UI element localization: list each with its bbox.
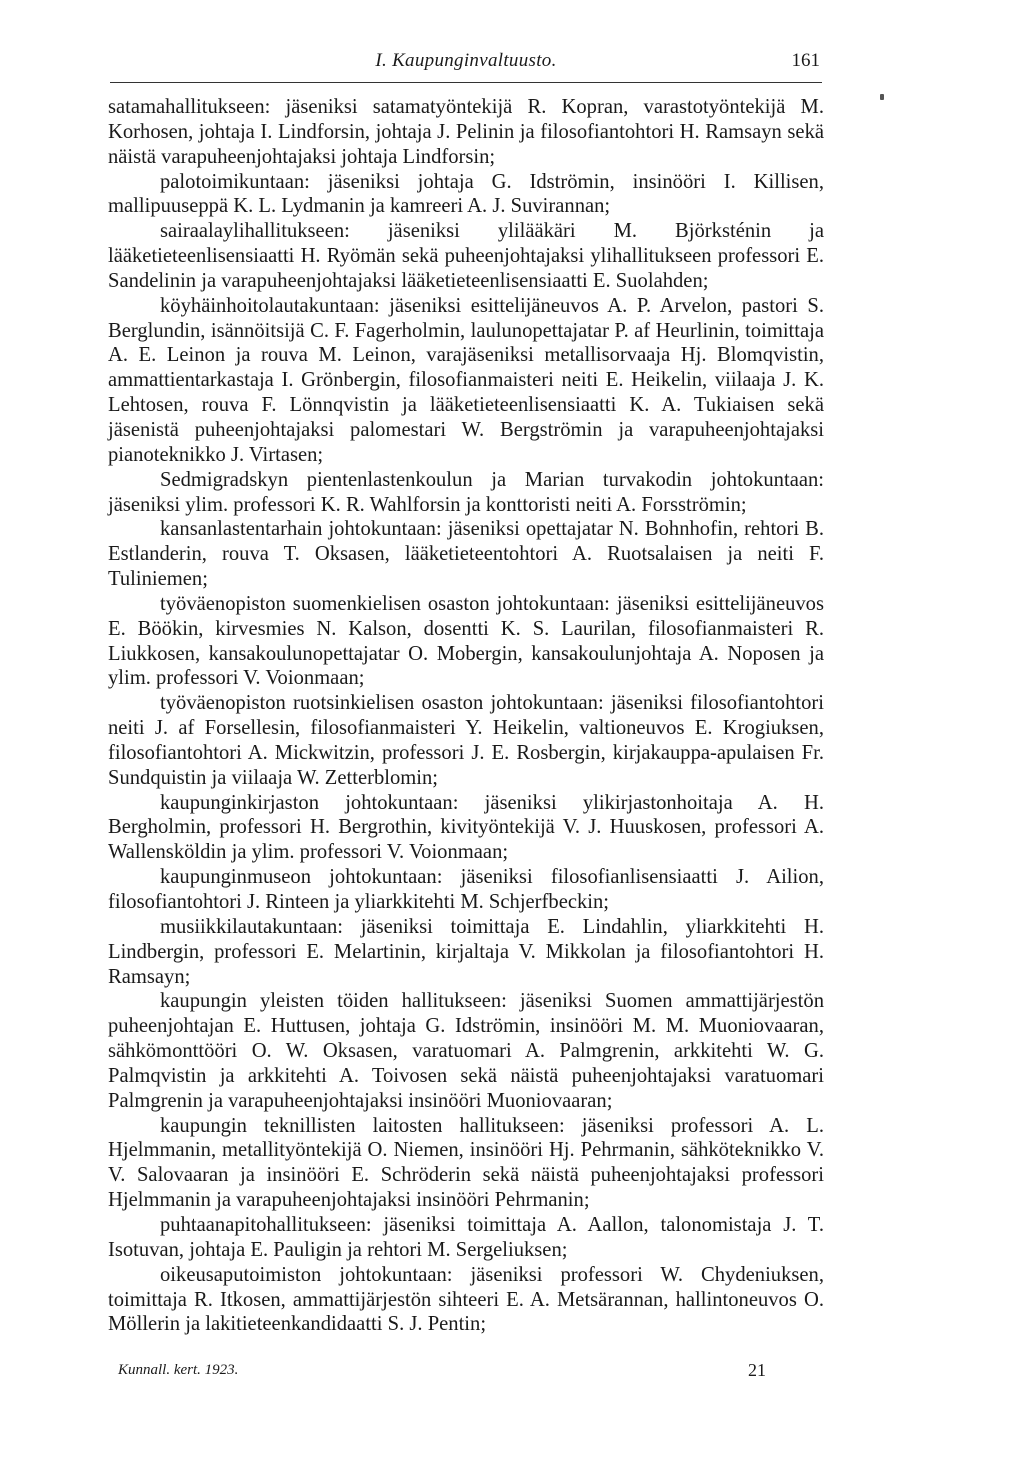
paragraph: köyhäinhoitolautakuntaan: jäseniksi esittelijäneuvos A. P. Arvelon, pastori S. Berglundin, isännöitsijä C. F. Fagerholmin, laulunopettajatar P. af Heurlinin, toimittaja A. E. Leinon ja rouva M. Leinon, varajäseniksi metallisorvaaja Hj. Blomqvistin, ammattientarkastaja I. Grönbergin, filosofianmaisteri neiti E. Heikelin, viilaaja J. K. Lehtosen, rouva F. Lönnqvistin ja lääketieteenlisensiaatti K. A. Tukiaisen sekä jäsenistä puheenjohtajaksi palomestari W. Bergströmin ja varapuheenjohtajaksi pianoteknikko J. Virtasen; xyxy=(108,294,824,466)
paragraph: musiikkilautakuntaan: jäseniksi toimittaja E. Lindahlin, yliarkkitehti H. Lindbergin, professori E. Melartinin, kirjaltaja V. Mikkolan ja filosofiantohtori H. Ramsayn; xyxy=(108,915,824,988)
paragraph: palotoimikuntaan: jäseniksi johtaja G. Idströmin, insinööri I. Killisen, mallipuuseppä K. L. Lydmanin ja kamreeri A. J. Suvirannan; xyxy=(108,170,824,218)
running-title: I. Kaupunginvaltuusto. xyxy=(375,50,557,71)
paragraph: oikeusaputoimiston johtokuntaan: jäseniksi professori W. Chydeniuksen, toimittaja R. Itkosen, ammattijärjestön sihteeri E. A. Metsärannan, hallintoneuvos O. Möllerin ja lakitieteenkandidaatti S. J. Pentin; xyxy=(108,1263,824,1336)
margin-mark xyxy=(880,94,884,100)
paragraph: puhtaanapitohallitukseen: jäseniksi toimittaja A. Aallon, talonomistaja J. T. Isotuvan, johtaja E. Pauligin ja rehtori M. Sergeliuksen; xyxy=(108,1213,824,1261)
paragraph: työväenopiston suomenkielisen osaston johtokuntaan: jäseniksi esittelijäneuvos E. Böökin, kirvesmies N. Kalson, dosentti K. S. Laurilan, filosofianmaisteri R. Liukkosen, kansakoulunopettajatar O. Mobergin, kansakoulunjohtaja A. Noposen ja ylim. professori V. Voionmaan; xyxy=(108,592,824,690)
paragraph: Sedmigradskyn pientenlastenkoulun ja Marian turvakodin johtokuntaan: jäseniksi ylim. professori K. R. Wahlforsin ja konttoristi neiti A. Forsströmin; xyxy=(108,468,824,516)
paragraph: kaupungin teknillisten laitosten hallitukseen: jäseniksi professori A. L. Hjelmmanin, metallityöntekijä O. Niemen, insinööri Hj. Pehrmanin, sähköteknikko V. V. Salovaaran ja insinööri E. Schröderin sekä näistä puheenjohtajaksi professori Hjelmmanin ja varapuheenjohtajaksi insinööri Pehrmanin; xyxy=(108,1114,824,1212)
page-number: 161 xyxy=(791,50,820,71)
footer-source: Kunnall. kert. 1923. xyxy=(118,1362,239,1378)
body-text xyxy=(108,95,824,1337)
paragraph: kaupungin yleisten töiden hallitukseen: jäseniksi Suomen ammattijärjestön puheenjohtajan E. Huttusen, johtaja G. Idströmin, insinööri M. M. Muoniovaaran, sähkömonttööri O. W. Oksasen, varatuomari A. Palmgrenin, arkkitehti W. G. Palmqvistin ja arkkitehti A. Toivosen sekä näistä puheenjohtajaksi varatuomari Palmgrenin ja varapuheenjohtajaksi insinööri Muoniovaaran; xyxy=(108,990,824,1112)
paragraph: sairaalaylihallitukseen: jäseniksi ylilääkäri M. Björksténin ja lääketieteenlisensiaatti H. Ryömän sekä puheenjohtajaksi ylihallitukseen professori E. Sandelinin ja varapuheenjohtajaksi lääketieteenlisensiaatti E. Suolahden; xyxy=(108,220,824,292)
page-footer xyxy=(118,1362,766,1390)
paragraph: kansanlastentarhain johtokuntaan: jäseniksi opettajatar N. Bohnhofin, rehtori B. Estlanderin, rouva T. Oksasen, lääketieteentohtori A. Ruotsalaisen ja neiti F. Tuliniemen; xyxy=(108,518,824,591)
paragraph: työväenopiston ruotsinkielisen osaston johtokuntaan: jäseniksi filosofiantohtori neiti J. af Forsellesin, filosofianmaisteri Y. Heikelin, valtioneuvos E. Krogiuksen, filosofiantohtori A. Mickwitzin, professori J. E. Rosbergin, kirjakauppa-apulaisen Fr. Sundquistin ja viilaaja W. Zetterblomin; xyxy=(108,692,824,789)
paragraph: kaupunginmuseon johtokuntaan: jäseniksi filosofianlisensiaatti J. Ailion, filosofiantohtori J. Rinteen ja yliarkkitehti M. Schjerfbeckin; xyxy=(108,866,824,913)
paragraph: satamahallitukseen: jäseniksi satamatyöntekijä R. Kopran, varastotyöntekijä M. Korhosen, johtaja I. Lindforsin, johtaja J. Pelinin ja filosofiantohtori H. Ramsayn sekä näistä varapuheenjohtajaksi johtaja Lindforsin; xyxy=(108,96,824,168)
sheet-number: 21 xyxy=(748,1360,766,1380)
paragraph: kaupunginkirjaston johtokuntaan: jäseniksi ylikirjastonhoitaja A. H. Bergholmin, professori H. Bergrothin, kivityöntekijä V. J. Huuskosen, professori A. Wallensköldin ja ylim. professori V. Voionmaan; xyxy=(108,791,824,864)
page-header xyxy=(110,48,822,83)
